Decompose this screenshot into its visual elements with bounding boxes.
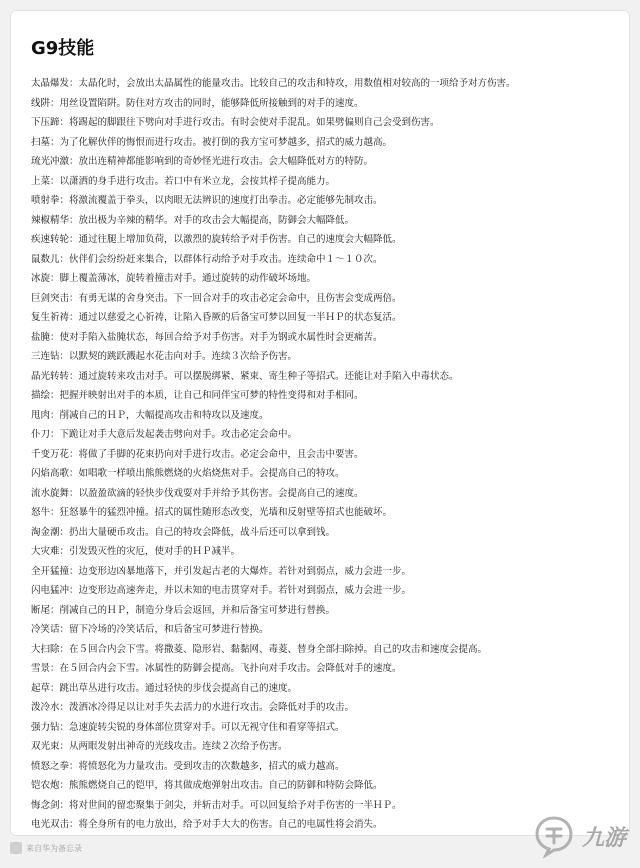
move-description: 将愤怒化为力量攻击。受到攻击的次数越多，招式的威力越高。 [78, 760, 345, 772]
move-item [31, 445, 623, 465]
move-item [31, 796, 623, 816]
move-name: 怒牛 [31, 507, 51, 518]
move-item [31, 308, 623, 328]
move-separator: ： [59, 546, 70, 557]
move-name: 千变万花 [31, 448, 70, 460]
move-description: 通过旋转来攻击对手。可以摆脱绑紧、紧束、寄生种子等招式。还能让对手陷入中毒状态。 [78, 370, 459, 382]
move-separator: ： [50, 663, 60, 674]
move-description: 太晶化时，会放出太晶属性的能量攻击。比较自己的攻击和特攻，用数值相对较高的一项给予对方伤害。 [78, 78, 516, 89]
move-name: 全开猛撞 [31, 565, 70, 577]
move-separator: ： [69, 78, 79, 89]
move-description: 泼洒冰冷得足以让对手失去活力的水进行攻击。会降低对手的攻击。 [69, 702, 355, 713]
move-separator: ： [69, 565, 79, 577]
move-item [31, 542, 623, 562]
move-separator: ： [59, 195, 70, 206]
move-separator: ： [59, 702, 70, 713]
move-name: 淘金潮 [31, 526, 60, 538]
move-item [31, 679, 623, 699]
move-description: 边变形边凶暴地落下，并引发起古老的大爆炸。若针对到弱点，威力会进一步。 [78, 565, 412, 577]
move-separator: ： [50, 507, 60, 518]
move-item [31, 718, 623, 738]
move-name: 扫墓 [31, 136, 51, 148]
move-item [31, 191, 623, 211]
move-item [31, 133, 623, 153]
move-name: 琉光冲激 [31, 156, 70, 167]
move-name: 悔念剑 [31, 799, 60, 811]
move-description: 将激流覆盖于拳头，以肉眼无法辨识的速度打出拳击。必定能够先制攻击。 [69, 195, 383, 206]
move-separator: ： [59, 741, 70, 752]
move-description: 将做了手脚的花束扔向对手进行攻击。必定会命中，且会击中要害。 [78, 448, 364, 460]
move-name: 大扫除 [31, 643, 60, 655]
move-name: 闪焰高歌 [31, 468, 70, 479]
move-name: 盐腌 [31, 331, 51, 343]
move-name: 闪电猛冲 [31, 585, 70, 596]
move-description: 把握并映射出对手的本质，让自己和同伴宝可梦的特性变得和对手相同。 [59, 390, 364, 401]
move-name: 上菜 [31, 175, 51, 187]
move-description: 用丝设置陷阱。防住对方攻击的同时，能够降低所接触到的对手的速度。 [59, 97, 364, 109]
move-item [31, 211, 623, 231]
move-item [31, 698, 623, 718]
move-separator: ： [50, 97, 60, 109]
move-item [31, 464, 623, 484]
move-separator: ： [59, 780, 70, 791]
move-item [31, 776, 623, 796]
move-separator: ： [59, 117, 70, 128]
move-description: 使对手陷入盐腌状态，每回合给予对手伤害。对手为钢或水属性时会更痛苦。 [59, 331, 383, 343]
move-name: 强力钻 [31, 721, 60, 733]
move-separator: ： [50, 331, 60, 343]
move-separator: ： [50, 682, 60, 694]
move-item [31, 640, 623, 660]
move-separator: ： [69, 156, 79, 167]
move-description: 将踢起的脚跟往下劈向对手进行攻击。有时会使对手混乱。如果劈偏则自己会受到伤害。 [69, 117, 440, 128]
move-separator: ： [69, 234, 79, 245]
move-name: 大灾难 [31, 546, 60, 557]
move-description: 有勇无谋的舍身突击。下一回合对手的攻击必定会命中，且伤害会变成两倍。 [78, 292, 402, 304]
move-description: 狂怒暴牛的猛烈冲撞。招式的属性随形态改变，光墙和反射壁等招式也能破坏。 [59, 507, 393, 518]
move-separator: ： [59, 526, 70, 538]
move-description: 将全身所有的电力放出，给予对手大大的伤害。自己的电属性将会消失。 [78, 819, 383, 830]
move-name: 流水旋舞 [31, 487, 70, 499]
move-item [31, 386, 623, 406]
move-item [31, 659, 623, 679]
move-separator: ： [50, 409, 60, 421]
move-description: 通过往腿上增加负荷，以激烈的旋转给予对手伤害。自己的速度会大幅降低。 [78, 234, 402, 245]
move-item [31, 113, 623, 133]
move-description: 在５回合内会下雪。将撒菱、隐形岩、黏黏网、毒菱、替身全部扫除掉。自己的攻击和速度会提高。 [69, 643, 488, 655]
move-separator: ： [69, 214, 79, 226]
move-item [31, 172, 623, 192]
move-item [31, 152, 623, 172]
move-separator: ： [50, 429, 60, 440]
move-separator: ： [69, 312, 79, 323]
move-name: 仆刀 [31, 429, 51, 440]
move-separator: ： [69, 448, 79, 460]
move-item [31, 737, 623, 757]
source-footer [10, 839, 82, 857]
move-separator: ： [50, 390, 60, 401]
move-description: 削减自己的ＨＰ，制造分身后会返回，并和后备宝可梦进行替换。 [59, 604, 336, 616]
move-name: 晶光转转 [31, 370, 70, 382]
move-item [31, 601, 623, 621]
move-separator: ： [59, 253, 70, 265]
move-item [31, 74, 623, 94]
move-separator: ： [59, 721, 70, 733]
move-name: 铠农炮 [31, 780, 60, 791]
move-name: 鼠数儿 [31, 253, 60, 265]
move-description: 下跪让对手大意后发起袭击劈向对手。攻击必定会命中。 [59, 429, 298, 440]
move-separator: ： [69, 760, 79, 772]
move-separator: ： [59, 799, 70, 811]
move-name: 雪景 [31, 663, 51, 674]
move-description: 以潇洒的身手进行攻击。若口中有米立龙，会按其样子提高能力。 [59, 175, 336, 187]
move-item [31, 523, 623, 543]
jiuyou-logo-icon [532, 814, 576, 858]
move-item [31, 328, 623, 348]
move-item [31, 406, 623, 426]
move-separator: ： [69, 468, 79, 479]
move-item [31, 425, 623, 445]
move-item [31, 269, 623, 289]
move-item [31, 347, 623, 367]
move-name: 甩肉 [31, 409, 51, 421]
move-name: 太晶爆发 [31, 78, 70, 89]
move-name: 喷射拳 [31, 195, 60, 206]
move-name: 电光双击 [31, 819, 70, 830]
move-name: 起草 [31, 682, 51, 694]
move-item [31, 503, 623, 523]
move-description: 熊熊燃烧自己的铠甲，将其做成炮弹射出攻击。自己的防御和特防会降低。 [69, 780, 383, 791]
move-separator: ： [59, 624, 70, 635]
move-name: 泼冷水 [31, 702, 60, 713]
move-name: 冷笑话 [31, 624, 60, 635]
move-description: 扔出大量硬币攻击。自己的特攻会降低，战斗后还可以拿到钱。 [69, 526, 336, 538]
move-item [31, 289, 623, 309]
move-name: 冰旋 [31, 273, 51, 284]
move-description: 从两眼发射出神奇的光线攻击。连续２次给予伤害。 [69, 741, 288, 752]
move-separator: ： [50, 273, 60, 284]
move-description: 留下冷场的冷笑话后，和后备宝可梦进行替换。 [69, 624, 269, 635]
move-name: 线阱 [31, 97, 51, 109]
move-name: 三连钻 [31, 351, 60, 362]
move-name: 辣椒精华 [31, 214, 70, 226]
move-item [31, 757, 623, 777]
move-item [31, 484, 623, 504]
move-description: 将对世间的留恋聚集于剑尖，并斩击对手。可以回复给予对手伤害的一半ＨＰ。 [69, 799, 402, 811]
move-separator: ： [69, 585, 79, 596]
move-description: 放出极为辛辣的精华。对手的攻击会大幅提高，防御会大幅降低。 [78, 214, 355, 226]
move-name: 疾速转轮 [31, 234, 70, 245]
source-label: 来自华为备忘录 [26, 843, 82, 853]
move-description: 急速旋转尖锐的身体部位贯穿对手。可以无视守住和看穿等招式。 [69, 721, 345, 733]
move-separator: ： [50, 175, 60, 187]
move-description: 伙伴们会纷纷赶来集合，以群体行动给予对手攻击。连续命中１～１０次。 [69, 253, 383, 265]
move-description: 在５回合内会下雪。冰属性的防御会提高。飞扑向对手攻击。会降低对手的速度。 [59, 663, 402, 674]
move-description: 跳出草丛进行攻击。通过轻快的步伐会提高自己的速度。 [59, 682, 298, 694]
move-item [31, 230, 623, 250]
watermark [532, 814, 626, 858]
move-description: 以默契的跳跃溅起水花击向对手。连续３次给予伤害。 [69, 351, 298, 362]
move-separator: ： [69, 819, 79, 830]
move-separator: ： [59, 351, 70, 362]
move-separator: ： [69, 370, 79, 382]
move-name: 巨剑突击 [31, 292, 70, 304]
move-separator: ： [59, 643, 70, 655]
move-item [31, 620, 623, 640]
move-description: 如唱歌一样喷出熊熊燃烧的火焰烧焦对手。会提高自己的特攻。 [78, 468, 345, 479]
move-description: 通过以慈爱之心祈祷，让陷入昏厥的后备宝可梦以回复一半ＨＰ的状态复活。 [78, 312, 402, 323]
move-description: 削减自己的ＨＰ，大幅提高攻击和特攻以及速度。 [59, 409, 269, 421]
move-description: 以盈盈欲滴的轻快步伐戏耍对手并给予其伤害。会提高自己的速度。 [78, 487, 364, 499]
move-description: 引发毁灭性的灾厄，使对手的ＨＰ减半。 [69, 546, 241, 557]
move-separator: ： [50, 136, 60, 148]
move-description: 为了化解伙伴的悔恨而进行攻击。被打倒的我方宝可梦越多，招式的威力越高。 [59, 136, 393, 148]
move-list [31, 74, 623, 836]
memo-app-icon [10, 842, 22, 854]
move-separator: ： [69, 292, 79, 304]
move-description: 边变形边高速奔走，并以未知的电击贯穿对手。若针对到弱点，威力会进一步。 [78, 585, 412, 596]
move-description: 脚上覆盖薄冰，旋转着撞击对手。通过旋转的动作破坏场地。 [59, 273, 317, 284]
page-title: G9技能 [31, 38, 95, 59]
move-name: 下压蹄 [31, 117, 60, 128]
move-item [31, 94, 623, 114]
move-separator: ： [50, 604, 60, 616]
note-card [10, 10, 630, 836]
move-separator: ： [69, 487, 79, 499]
move-item [31, 367, 623, 387]
move-name: 愤怒之拳 [31, 760, 70, 772]
move-name: 双光束 [31, 741, 60, 752]
move-description: 放出连精神都能影响到的奇妙怪光进行攻击。会大幅降低对方的特防。 [78, 156, 374, 167]
move-name: 描绘 [31, 390, 51, 401]
move-item [31, 562, 623, 582]
move-name: 断尾 [31, 604, 51, 616]
watermark-text: 九游 [581, 825, 626, 851]
move-name: 复生祈祷 [31, 312, 70, 323]
move-item [31, 250, 623, 270]
move-item [31, 581, 623, 601]
